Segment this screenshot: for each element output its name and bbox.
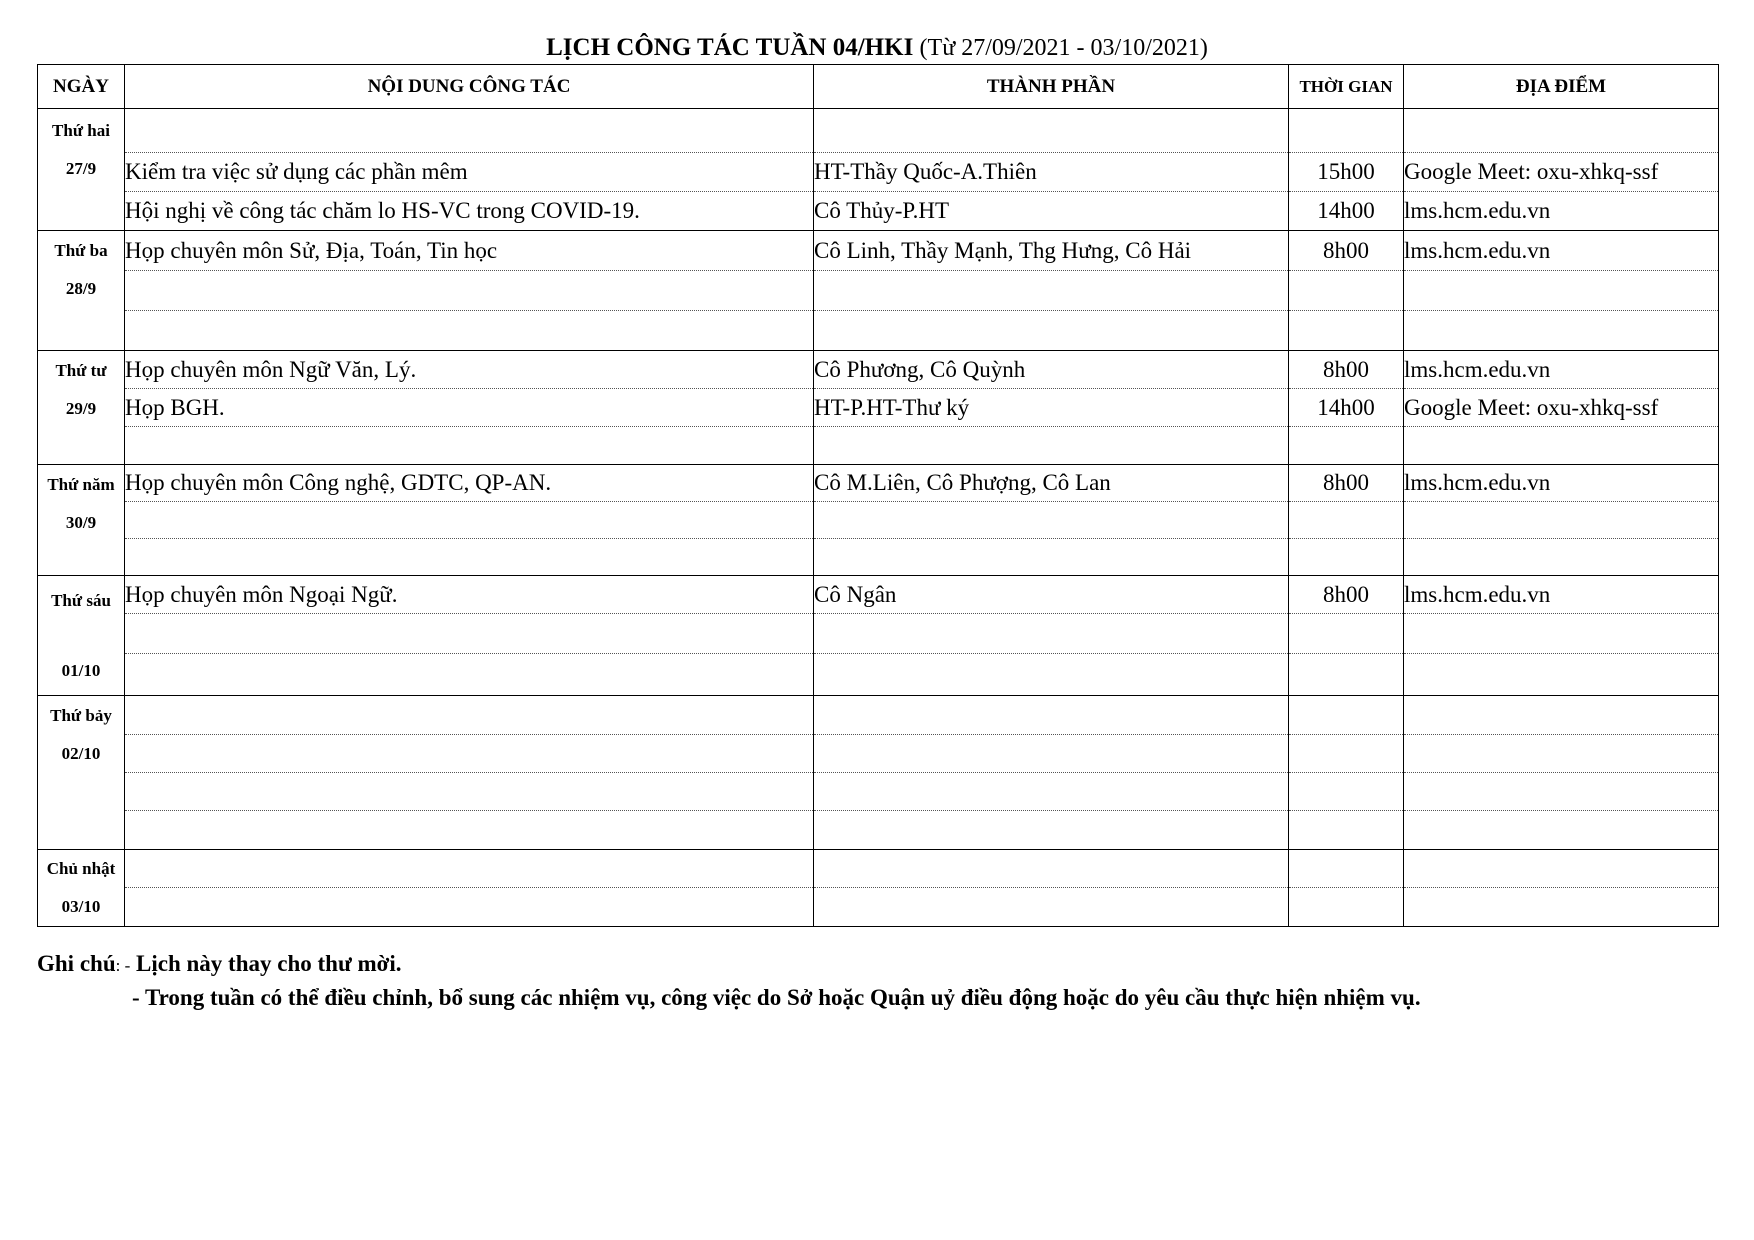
cell-content: Họp chuyên môn Ngoại Ngữ. [125, 576, 814, 614]
note-text-2: - Trong tuần có thể điều chỉnh, bổ sung các nhiệm vụ, công việc do Sở hoặc Quận uỷ điều động hoặc do yêu cầu thực hiện nhiệm vụ. [132, 985, 1421, 1010]
cell-place [1404, 614, 1719, 654]
cell-place [1404, 311, 1719, 351]
day-cell [38, 109, 125, 231]
table-row [38, 192, 1719, 231]
day-date: 02/10 [61, 744, 101, 763]
cell-content [125, 109, 814, 153]
cell-place: Google Meet: oxu-xhkq-ssf [1404, 153, 1719, 192]
note-label: Ghi chú [37, 951, 116, 976]
cell-time: 8h00 [1289, 231, 1404, 271]
day-name: Thứ năm [47, 475, 115, 494]
cell-place: lms.hcm.edu.vn [1404, 576, 1719, 614]
cell-content [125, 271, 814, 311]
cell-place [1404, 735, 1719, 773]
cell-members [814, 850, 1289, 888]
day-cell [38, 850, 125, 927]
cell-time [1289, 614, 1404, 654]
cell-time [1289, 502, 1404, 539]
cell-time: 15h00 [1289, 153, 1404, 192]
cell-time [1289, 850, 1404, 888]
cell-members [814, 773, 1289, 811]
header-time: THỜI GIAN [1289, 65, 1404, 109]
cell-place: lms.hcm.edu.vn [1404, 351, 1719, 389]
cell-time: 14h00 [1289, 389, 1404, 427]
cell-time [1289, 109, 1404, 153]
table-row [38, 465, 1719, 502]
day-name: Chủ nhật [46, 859, 116, 878]
cell-place [1404, 696, 1719, 735]
table-row [38, 654, 1719, 696]
cell-place [1404, 773, 1719, 811]
cell-content: Họp chuyên môn Sử, Địa, Toán, Tin học [125, 231, 814, 271]
cell-time [1289, 654, 1404, 696]
cell-members: Cô Ngân [814, 576, 1289, 614]
day-date: 29/9 [65, 399, 97, 418]
note-line-1 [37, 951, 402, 977]
note-line-2 [132, 985, 1421, 1011]
cell-members [814, 502, 1289, 539]
cell-members [814, 427, 1289, 465]
table-row [38, 502, 1719, 539]
cell-content [125, 850, 814, 888]
cell-place [1404, 271, 1719, 311]
cell-content: Kiểm tra việc sử dụng các phần mêm [125, 153, 814, 192]
table-row [38, 576, 1719, 614]
cell-content [125, 614, 814, 654]
table-row [38, 311, 1719, 351]
header-day: NGÀY [38, 65, 125, 109]
cell-place [1404, 654, 1719, 696]
day-date: 28/9 [65, 279, 97, 298]
cell-place: Google Meet: oxu-xhkq-ssf [1404, 389, 1719, 427]
cell-members [814, 696, 1289, 735]
cell-content [125, 502, 814, 539]
table-row [38, 735, 1719, 773]
cell-members [814, 109, 1289, 153]
table-row [38, 271, 1719, 311]
cell-time [1289, 427, 1404, 465]
cell-content [125, 311, 814, 351]
cell-members [814, 811, 1289, 850]
cell-members: HT-Thầy Quốc-A.Thiên [814, 153, 1289, 192]
cell-place [1404, 502, 1719, 539]
day-name: Thứ hai [52, 121, 110, 140]
table-row [38, 231, 1719, 271]
day-cell [38, 465, 125, 576]
cell-place [1404, 850, 1719, 888]
cell-members: HT-P.HT-Thư ký [814, 389, 1289, 427]
schedule-body [38, 109, 1719, 927]
day-name: Thứ sáu [51, 590, 111, 610]
table-row [38, 427, 1719, 465]
header-content: NỘI DUNG CÔNG TÁC [125, 65, 814, 109]
cell-place: lms.hcm.edu.vn [1404, 231, 1719, 271]
cell-content [125, 888, 814, 927]
cell-content [125, 539, 814, 576]
day-cell [38, 696, 125, 850]
cell-place [1404, 888, 1719, 927]
cell-members [814, 888, 1289, 927]
cell-time: 14h00 [1289, 192, 1404, 231]
table-row [38, 811, 1719, 850]
cell-place: lms.hcm.edu.vn [1404, 465, 1719, 502]
cell-place [1404, 427, 1719, 465]
table-row [38, 696, 1719, 735]
table-row [38, 539, 1719, 576]
header-row [38, 65, 1719, 109]
cell-members [814, 654, 1289, 696]
cell-content: Họp chuyên môn Ngữ Văn, Lý. [125, 351, 814, 389]
table-row [38, 773, 1719, 811]
header-members: THÀNH PHẦN [814, 65, 1289, 109]
note-separator: : - [115, 956, 131, 975]
table-row [38, 614, 1719, 654]
table-row [38, 850, 1719, 888]
schedule-table [37, 64, 1719, 927]
cell-content [125, 811, 814, 850]
cell-time [1289, 696, 1404, 735]
note-text-1: Lịch này thay cho thư mời. [136, 951, 402, 976]
table-row [38, 351, 1719, 389]
cell-time: 8h00 [1289, 351, 1404, 389]
day-date: 27/9 [65, 159, 97, 178]
cell-members [814, 735, 1289, 773]
cell-members [814, 311, 1289, 351]
cell-place: lms.hcm.edu.vn [1404, 192, 1719, 231]
cell-content [125, 696, 814, 735]
cell-place [1404, 109, 1719, 153]
cell-time [1289, 888, 1404, 927]
cell-content [125, 654, 814, 696]
cell-content: Hội nghị về công tác chăm lo HS-VC trong COVID-19. [125, 192, 814, 231]
cell-members: Cô Thủy-P.HT [814, 192, 1289, 231]
cell-members [814, 271, 1289, 311]
cell-content [125, 427, 814, 465]
title-main: LỊCH CÔNG TÁC TUẦN 04/HKI [546, 34, 914, 61]
day-date: 30/9 [65, 513, 97, 532]
cell-time: 8h00 [1289, 465, 1404, 502]
cell-members: Cô Phương, Cô Quỳnh [814, 351, 1289, 389]
day-date: 01/10 [61, 660, 101, 680]
day-name: Thứ bảy [50, 706, 112, 725]
cell-members [814, 614, 1289, 654]
cell-time [1289, 271, 1404, 311]
cell-time [1289, 311, 1404, 351]
cell-time: 8h00 [1289, 576, 1404, 614]
table-row [38, 389, 1719, 427]
day-date: 03/10 [61, 897, 101, 916]
cell-time [1289, 735, 1404, 773]
day-name: Thứ tư [55, 361, 107, 380]
cell-place [1404, 539, 1719, 576]
cell-place [1404, 811, 1719, 850]
cell-members [814, 539, 1289, 576]
table-row [38, 153, 1719, 192]
day-cell [38, 351, 125, 465]
cell-time [1289, 539, 1404, 576]
day-cell [38, 231, 125, 351]
table-row [38, 888, 1719, 927]
cell-time [1289, 811, 1404, 850]
cell-time [1289, 773, 1404, 811]
day-name: Thứ ba [54, 241, 108, 260]
cell-members: Cô M.Liên, Cô Phượng, Cô Lan [814, 465, 1289, 502]
cell-content [125, 773, 814, 811]
cell-content: Họp BGH. [125, 389, 814, 427]
cell-content: Họp chuyên môn Công nghệ, GDTC, QP-AN. [125, 465, 814, 502]
day-cell [38, 576, 125, 696]
table-row [38, 109, 1719, 153]
cell-content [125, 735, 814, 773]
title-date-range: (Từ 27/09/2021 - 03/10/2021) [919, 35, 1208, 61]
schedule-title [0, 33, 1754, 63]
header-place: ĐỊA ĐIỂM [1404, 65, 1719, 109]
cell-members: Cô Linh, Thầy Mạnh, Thg Hưng, Cô Hải [814, 231, 1289, 271]
